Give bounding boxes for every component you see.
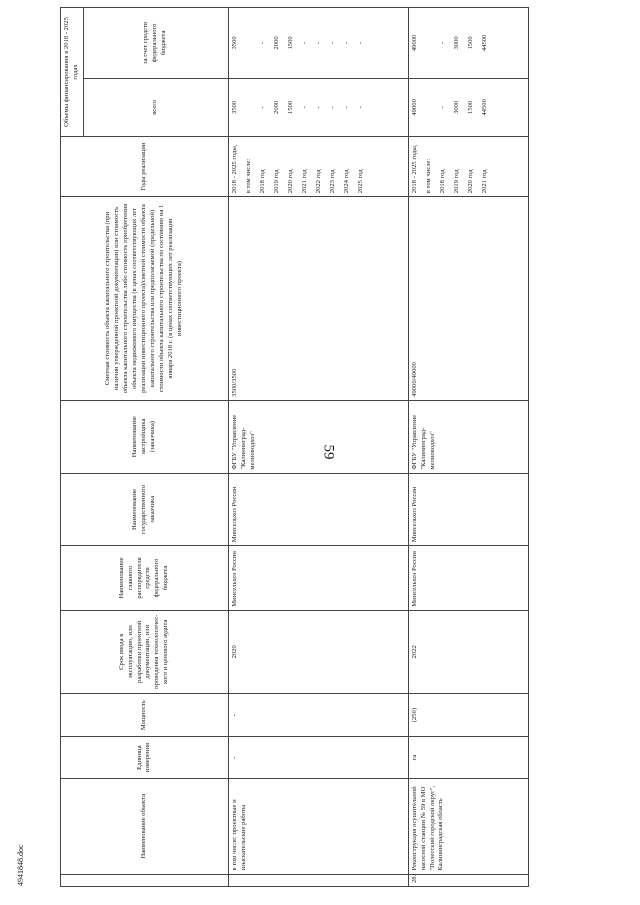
document-table-area [56, 0, 631, 905]
federal-value: 1500 [466, 36, 474, 50]
page-number: 59 [320, 444, 337, 460]
federal-value [425, 11, 439, 75]
federal-value: 3000 [452, 36, 460, 50]
federal-value: - [438, 41, 446, 44]
row-name: Реконструкция осушительной насосной станции № 59 в МО "Полесский городской округ", Калининградская область [408, 778, 528, 874]
row-state-customer: Минсельхоз России [228, 473, 408, 546]
year-label: 2020 год [286, 169, 294, 194]
row-name: в том числе: проектные и изыскательские работы [228, 778, 408, 874]
row-capacity: (250) [408, 693, 528, 737]
year-label: 2021 год [300, 169, 308, 194]
row-cost: 3500/3500 [228, 197, 408, 401]
col-deadline-header: Срок ввода в эксплуатацию, или разработки проектной документации, или проведения технологичес-кого и ценового аудита [61, 610, 229, 693]
year-label: 2024 год [342, 169, 350, 194]
year-label: в том числе: [244, 158, 252, 194]
row-developer: ФГБУ "Управление "Калининград-мелиоводхоз" [228, 400, 408, 473]
federal-value: - [300, 41, 308, 44]
year-label: в том числе: [424, 158, 432, 194]
federal-value: 1500 [286, 36, 294, 50]
year-label: 2018 - 2025 годы, [410, 144, 418, 194]
federal-value: 2000 [272, 36, 280, 50]
row-total [228, 78, 408, 136]
total-value: 3000 [452, 100, 460, 114]
row-years [228, 136, 408, 196]
col-total-header: всего [83, 78, 228, 136]
year-label: 2019 год [272, 169, 280, 194]
row-years [408, 136, 528, 196]
row-main-manager: Минсельхоз России [228, 546, 408, 610]
total-value: 1500 [286, 100, 294, 114]
year-label: 2020 год [466, 169, 474, 194]
col-federal-header: за счет средств федерального бюджета [83, 8, 228, 79]
federal-value [245, 11, 259, 75]
year-label: 2018 год [438, 169, 446, 194]
total-value [245, 82, 259, 133]
table-row [408, 8, 528, 887]
col-funding-group-header: Объемы финансирования в 2018 - 2025 годах [61, 8, 84, 137]
header-row [61, 8, 84, 887]
federal-value: - [342, 41, 350, 44]
total-value: 1500 [466, 100, 474, 114]
col-num-header [61, 874, 229, 886]
total-value: 2000 [272, 100, 280, 114]
year-label: 2018 год [258, 169, 266, 194]
table-row [228, 8, 408, 887]
total-value: - [328, 106, 336, 109]
row-unit: - [228, 737, 408, 779]
year-label: 2025 год [356, 169, 364, 194]
federal-value: - [314, 41, 322, 44]
total-value: - [356, 106, 364, 109]
row-deadline: 2020 [228, 610, 408, 693]
federal-value: - [328, 41, 336, 44]
col-developer-header: Наименование застройщика (заказчика) [61, 400, 229, 473]
row-num: 28. [408, 874, 528, 886]
total-value [425, 82, 439, 133]
year-label: 2023 год [328, 169, 336, 194]
row-num [228, 874, 408, 886]
col-years-header: Годы реализации [61, 136, 229, 196]
federal-value: 49000 [410, 34, 418, 52]
footer-filename: 4941848.doc [16, 844, 25, 886]
total-value: 3500 [230, 100, 238, 114]
year-label: 2021 год [480, 169, 488, 194]
investment-objects-table [60, 7, 529, 887]
year-label: 2018 - 2025 годы, [230, 144, 238, 194]
total-value: - [258, 106, 266, 109]
year-label: 2022 год [314, 169, 322, 194]
col-main-manager-header: Наименование главного распорядителя средств федерального бюджета [61, 546, 229, 610]
row-total [408, 78, 528, 136]
year-label: 2019 год [452, 169, 460, 194]
row-state-customer: Минсельхоз России [408, 473, 528, 546]
total-value: 44500 [480, 99, 488, 116]
col-capacity-header: Мощность [61, 693, 229, 737]
row-unit: га [408, 737, 528, 779]
total-value: - [438, 106, 446, 109]
federal-value: 3500 [230, 36, 238, 50]
total-value: - [342, 106, 350, 109]
row-deadline: 2022 [408, 610, 528, 693]
federal-value: - [356, 41, 364, 44]
row-developer: ФГБУ "Управление "Калининград-мелиоводхоз" [408, 400, 528, 473]
total-value: 49000 [410, 99, 418, 116]
row-cost: 49000/49000 [408, 197, 528, 401]
row-federal [228, 8, 408, 79]
federal-value: - [258, 41, 266, 44]
row-capacity: - [228, 693, 408, 737]
col-unit-header: Единица измерения [61, 737, 229, 779]
row-main-manager: Минсельхоз России [408, 546, 528, 610]
col-state-customer-header: Наименование государственного заказчика [61, 473, 229, 546]
col-cost-header: Сметная стоимость объекта капитального строительства (при наличии утвержденной проектной документации) или стоимость объекта капитального строительства либо стоимость приобретения объекта недвижимого имущества (в ценах соответствующих лет реализации инвестиционного проекта)/сметной стоимости объекта капитального строительства или предполагаемой (предельной) стоимости объекта капитального строительства по состоянию на 1 января 2018 г. (в ценах соответствующих лет реализации инвестиционного проекта) [61, 197, 229, 401]
federal-value: 44500 [480, 34, 488, 52]
total-value: - [300, 106, 308, 109]
col-name-header: Наименование объекта [61, 778, 229, 874]
total-value: - [314, 106, 322, 109]
row-federal [408, 8, 528, 79]
